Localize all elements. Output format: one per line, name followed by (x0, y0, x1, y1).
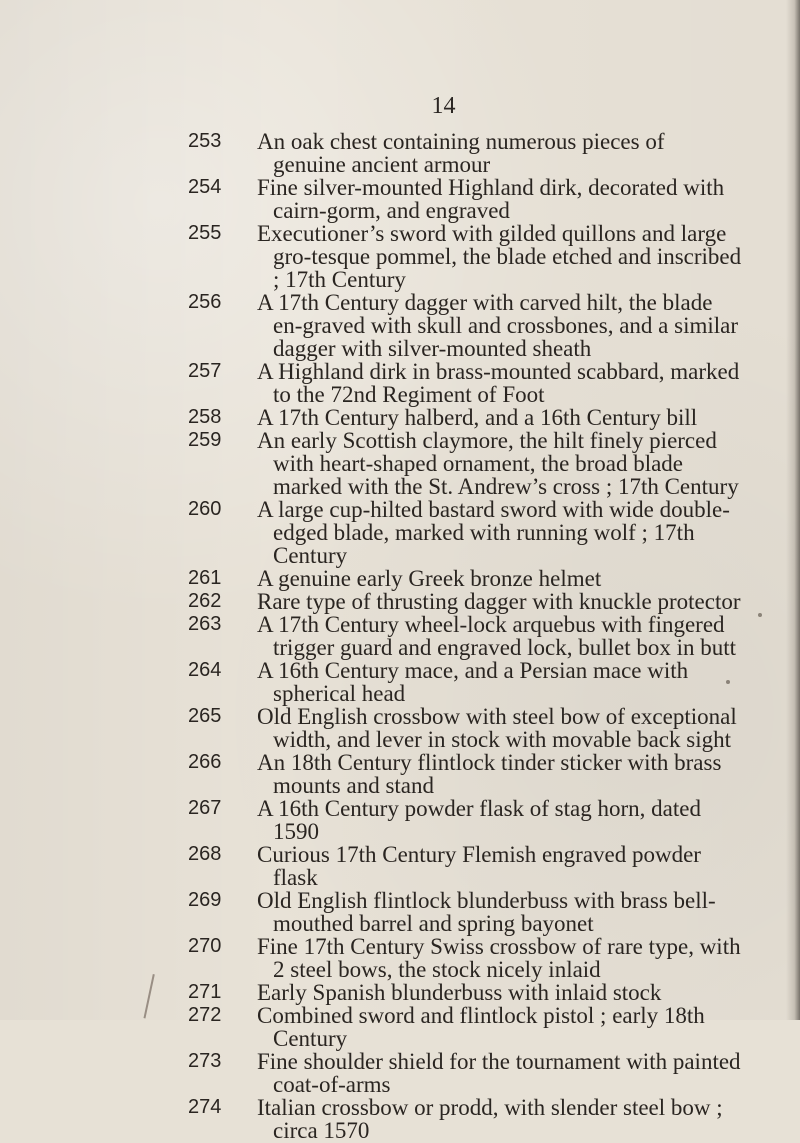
lot-item (0, 176, 800, 222)
lot-item (0, 567, 800, 590)
lot-item (0, 590, 800, 613)
lot-number: 272 (188, 1004, 222, 1026)
lot-description: Fine silver-mounted Highland dirk, decorated with cairn-gorm, and engraved (257, 175, 725, 223)
lot-item (0, 1050, 800, 1096)
lot-number: 267 (188, 797, 222, 819)
lot-description: A large cup-hilted bastard sword with wide double-edged blade, marked with running wolf ; 17th Century (257, 497, 730, 568)
lot-description: A 16th Century mace, and a Persian mace with spherical head (257, 658, 689, 706)
lot-description: An oak chest containing numerous pieces of genuine ancient armour (257, 129, 665, 177)
lot-item (0, 406, 800, 429)
lot-number: 261 (188, 567, 222, 589)
lot-description: Fine shoulder shield for the tournament with painted coat-of-arms (257, 1049, 741, 1097)
lot-description: An early Scottish claymore, the hilt finely pierced with heart-shaped ornament, the broad blade marked with the St. Andrew’s cross ; 17th Century (257, 428, 739, 499)
lot-item (0, 498, 800, 567)
lot-number: 254 (188, 176, 222, 198)
lot-item (0, 705, 800, 751)
lot-description: A 17th Century wheel-lock arquebus with fingered trigger guard and engraved lock, bullet box in butt (257, 612, 737, 660)
lot-description: A 17th Century dagger with carved hilt, the blade en-graved with skull and crossbones, and a similar dagger with silver-mounted sheath (257, 290, 738, 361)
lot-number: 273 (188, 1050, 222, 1072)
lot-item (0, 797, 800, 843)
lot-number: 264 (188, 659, 222, 681)
lot-item (0, 889, 800, 935)
lot-number: 265 (188, 705, 222, 727)
lot-item (0, 659, 800, 705)
lot-number: 270 (188, 935, 222, 957)
lot-description: Fine 17th Century Swiss crossbow of rare type, with 2 steel bows, the stock nicely inlaid (257, 934, 741, 982)
lot-item (0, 843, 800, 889)
lot-description: A Highland dirk in brass-mounted scabbard, marked to the 72nd Regiment of Foot (257, 359, 740, 407)
lot-item (0, 751, 800, 797)
lot-description: Italian crossbow or prodd, with slender steel bow ; circa 1570 (257, 1095, 723, 1143)
lot-item (0, 981, 800, 1004)
lot-item (0, 613, 800, 659)
lot-number: 266 (188, 751, 222, 773)
lot-number: 258 (188, 406, 222, 428)
lot-list (0, 130, 800, 1142)
lot-number: 262 (188, 590, 222, 612)
lot-item (0, 360, 800, 406)
lot-number: 269 (188, 889, 222, 911)
paper-mark (758, 613, 762, 617)
lot-item (0, 429, 800, 498)
lot-item (0, 222, 800, 291)
lot-description: Executioner’s sword with gilded quillons and large gro-tesque pommel, the blade etched and inscribed ; 17th Century (257, 221, 742, 292)
lot-item (0, 291, 800, 360)
paper-mark (726, 680, 730, 684)
lot-description: Curious 17th Century Flemish engraved powder flask (257, 842, 701, 890)
lot-item (0, 1096, 800, 1142)
lot-description: Old English flintlock blunderbuss with brass bell-mouthed barrel and spring bayonet (257, 888, 716, 936)
lot-item (0, 130, 800, 176)
lot-description: Rare type of thrusting dagger with knuckle protector (257, 589, 741, 614)
lot-item (0, 935, 800, 981)
lot-number: 255 (188, 222, 222, 244)
lot-number: 256 (188, 291, 222, 313)
lot-number: 253 (188, 130, 222, 152)
lot-description: A genuine early Greek bronze helmet (257, 566, 602, 591)
page-number: 14 (431, 93, 456, 119)
lot-number: 268 (188, 843, 222, 865)
lot-number: 263 (188, 613, 222, 635)
lot-description: Combined sword and flintlock pistol ; early 18th Century (257, 1003, 705, 1051)
lot-number: 257 (188, 360, 222, 382)
lot-number: 259 (188, 429, 222, 451)
lot-description: A 16th Century powder flask of stag horn, dated 1590 (257, 796, 701, 844)
lot-item (0, 1004, 800, 1050)
lot-number: 271 (188, 981, 222, 1003)
lot-description: A 17th Century halberd, and a 16th Century bill (257, 405, 698, 430)
lot-number: 260 (188, 498, 222, 520)
lot-description: Early Spanish blunderbuss with inlaid stock (257, 980, 662, 1005)
lot-description: Old English crossbow with steel bow of exceptional width, and lever in stock with movable back sight (257, 704, 737, 752)
lot-description: An 18th Century flintlock tinder sticker with brass mounts and stand (257, 750, 722, 798)
lot-number: 274 (188, 1096, 222, 1118)
